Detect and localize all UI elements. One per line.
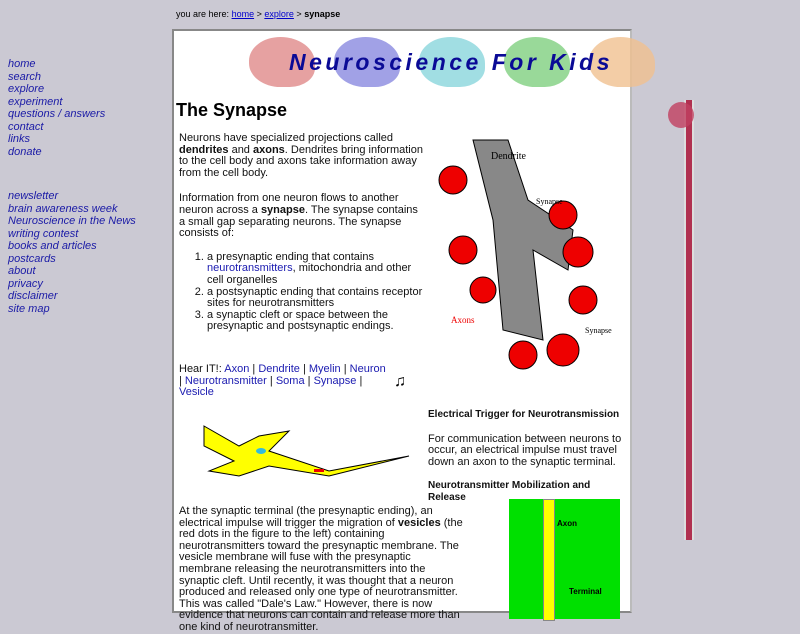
nav-questions[interactable]: questions / answers xyxy=(8,108,106,120)
svg-text:Synapse: Synapse xyxy=(585,326,612,335)
site-title: Neuroscience For Kids xyxy=(289,49,614,75)
nav-writing-contest[interactable]: writing contest xyxy=(8,227,79,240)
breadcrumb-home[interactable]: home xyxy=(231,9,255,19)
page-title: The Synapse xyxy=(176,100,288,120)
nav-home[interactable]: home xyxy=(8,58,36,70)
hear-soma[interactable]: Soma xyxy=(275,374,305,387)
content-panel xyxy=(172,29,632,633)
nav-newsletter[interactable]: newsletter xyxy=(8,190,59,202)
hear-it: Hear IT!: Axon | Dendrite | Myelin | Neuron | Neurotransmitter | Soma | Synapse | Vesicle xyxy=(179,363,386,399)
nav-about[interactable]: about xyxy=(8,265,36,277)
section-heading: Electrical Trigger for Neurotransmission xyxy=(428,409,620,420)
svg-text:Dendrite: Dendrite xyxy=(491,151,526,162)
intro-text: Neurons have specialized projections called dendrites and axons. Dendrites bring information to the cell body and axons take information away from the cell body. Information from one neuron flows to another neuron across a synapse. The synapse contains a small gap separating neurons. The synapse consists of: 1. a presynaptic ending that contains neurotransmitters, mitochondria and other cell organelles 2. a postsynaptic ending that contains receptor sites for neurotransmitters 3. a synaptic cleft or space between the presynaptic and postsynaptic endings. xyxy=(179,133,424,333)
hear-neuron[interactable]: Neuron xyxy=(349,363,386,375)
nav-brain-awareness[interactable]: brain awareness week xyxy=(8,202,118,215)
breadcrumb-prefix: you are here: xyxy=(176,9,230,19)
nav-privacy[interactable]: privacy xyxy=(8,277,43,290)
nav-sitemap[interactable]: site map xyxy=(8,302,50,315)
electrical-trigger: Electrical Trigger for Neurotransmission For communication between neurons to occur, an electrical impulse must travel down an axon to the synaptic terminal. Neurotransmitter Mobilization and Release xyxy=(428,409,622,503)
synapse-parts-list: 1. a presynaptic ending that contains neurotransmitters, mitochondria and other cell organelles 2. a postsynaptic ending that contains receptor sites for neurotransmitters 3. a synaptic cleft or space between the presynaptic and postsynaptic endings. xyxy=(179,252,424,333)
neuron-illustration xyxy=(680,100,694,540)
nav-primary xyxy=(8,58,105,158)
terminal-animation: Axon Terminal xyxy=(509,499,620,619)
breadcrumb xyxy=(176,9,340,19)
neuron-image xyxy=(199,416,419,481)
breadcrumb-explore[interactable]: explore xyxy=(264,9,294,19)
banner xyxy=(249,35,639,93)
hear-axon[interactable]: Axon xyxy=(224,363,250,375)
nav-search[interactable]: search xyxy=(8,70,42,83)
separator: > xyxy=(296,9,302,19)
nav-disclaimer[interactable]: disclaimer xyxy=(8,290,58,302)
hear-vesicle[interactable]: Vesicle xyxy=(179,386,214,399)
neurotransmitters-link[interactable]: neurotransmitters xyxy=(207,262,293,275)
nav-explore[interactable]: explore xyxy=(8,83,45,95)
separator: > xyxy=(256,9,262,19)
nav-postcards[interactable]: postcards xyxy=(8,252,56,265)
release-text: At the synaptic terminal (the presynaptic ending), an electrical impulse will trigger the migration of vesicles (the red dots in the figure to the left) containing neurotransmitters toward the presynaptic membrane. The vesicle membrane will fuse with the presynaptic membrane releasing the neurotransmitters into the synaptic cleft. Until recently, it was thought that a neuron produced and released only one type of neurotransmitter. This was called "Dale's Law." However, there is now evidence that neurons can contain and release more than one kind of neurotransmitter. xyxy=(179,505,463,633)
nav-contact[interactable]: contact xyxy=(8,120,44,133)
synapse-figure xyxy=(433,140,619,366)
hear-synapse[interactable]: Synapse xyxy=(313,374,357,387)
svg-text:Axons: Axons xyxy=(451,315,475,325)
sound-ear-icon[interactable]: ♫ xyxy=(394,373,406,390)
hear-dendrite[interactable]: Dendrite xyxy=(258,363,300,375)
nav-books[interactable]: books and articles xyxy=(8,240,97,252)
nav-links[interactable]: links xyxy=(8,133,31,145)
hear-myelin[interactable]: Myelin xyxy=(308,363,341,375)
nav-news[interactable]: Neuroscience in the News xyxy=(8,215,136,227)
hear-neurotransmitter[interactable]: Neurotransmitter xyxy=(184,374,267,387)
section-heading: Neurotransmitter Mobilization and Release xyxy=(428,480,591,503)
nav-donate[interactable]: donate xyxy=(8,145,42,158)
nav-secondary xyxy=(8,190,136,315)
nav-experiment[interactable]: experiment xyxy=(8,95,63,108)
svg-text:Synapse: Synapse xyxy=(536,197,563,206)
breadcrumb-current: synapse xyxy=(304,9,341,19)
